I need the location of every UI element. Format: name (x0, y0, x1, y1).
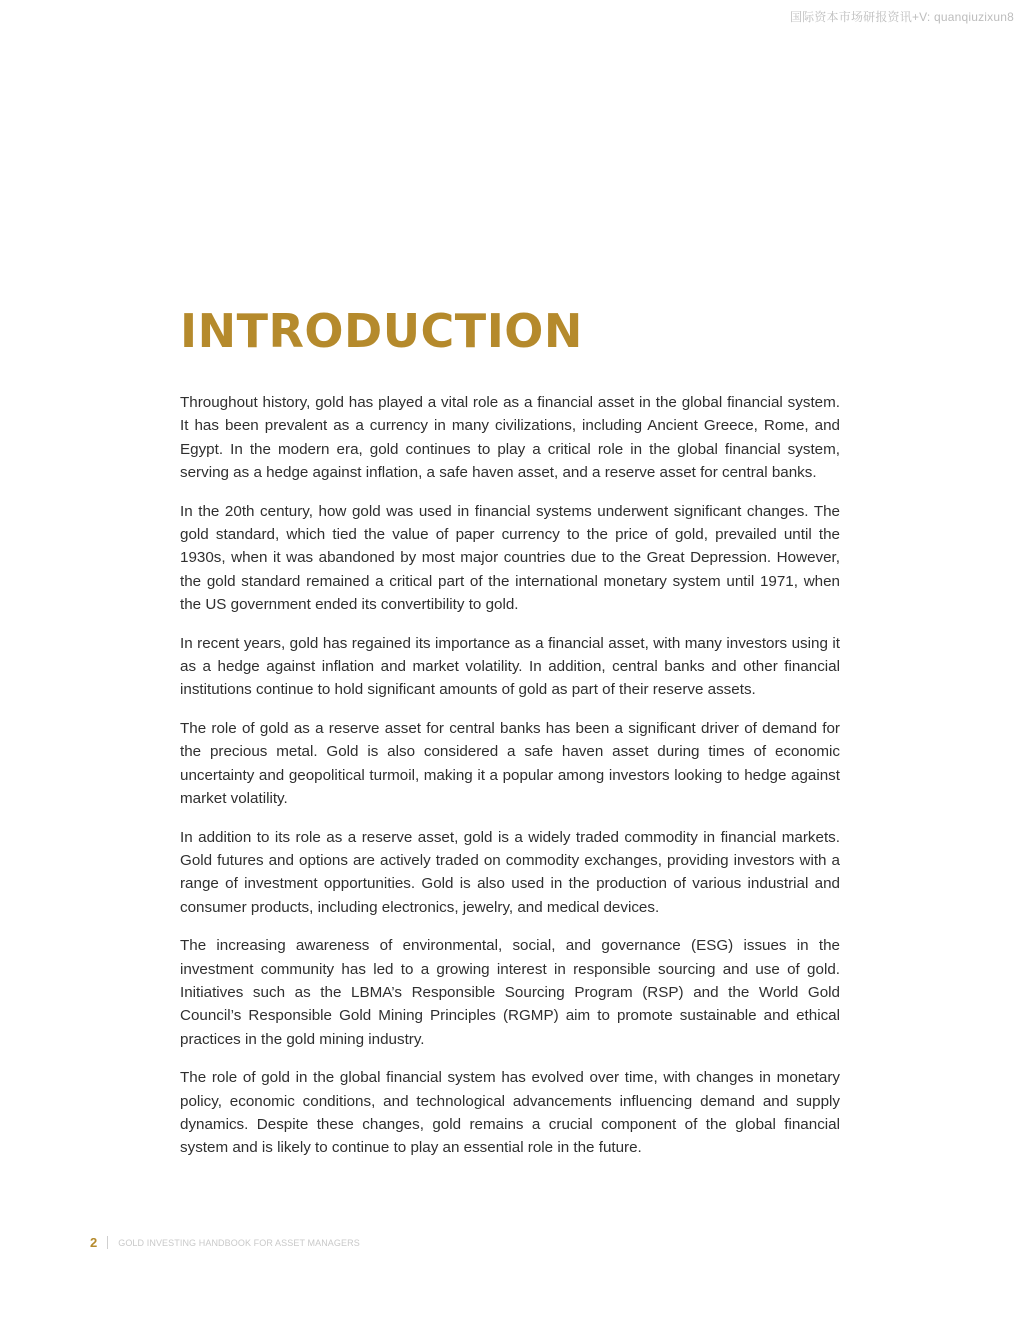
paragraph-6: The increasing awareness of environmental, social, and governance (ESG) issues in the investment community has led to a growing interest in responsible sourcing and use of gold. Initiatives such as the LBMA’s Responsible Sourcing Program (RSP) and the World Gold Council’s Responsible Gold Mining Principles (RGMP) aim to promote sustainable and ethical practices in the gold mining industry. (180, 937, 840, 1048)
paragraph-7: The role of gold in the global financial system has evolved over time, with changes in monetary policy, economic conditions, and technological advancements influencing demand and supply dynamics. Despite these changes, gold remains a crucial component of the global financial system and is likely to continue to play an essential role in the future. (180, 1069, 840, 1157)
page-title: INTRODUCTION (180, 304, 583, 358)
footer-title: GOLD INVESTING HANDBOOK FOR ASSET MANAGERS (118, 1237, 360, 1248)
paragraph-2: In the 20th century, how gold was used in financial systems underwent significant changes. The gold standard, which tied the value of paper currency to the price of gold, prevailed until the 1930s, when it was abandoned by most major countries due to the Great Depression. However, the gold standard remained a critical part of the international monetary system until 1971, when the US government ended its convertibility to gold. (180, 502, 840, 613)
paragraph-5: In addition to its role as a reserve asset, gold is a widely traded commodity in financial markets. Gold futures and options are actively traded on commodity exchanges, providing investors with a range of investment opportunities. Gold is also used in the production of various industrial and consumer products, including electronics, jewelry, and medical devices. (180, 828, 840, 916)
footer-divider (107, 1236, 108, 1249)
page-number: 2 (90, 1235, 98, 1250)
paragraph-3: In recent years, gold has regained its importance as a financial asset, with many investors using it as a hedge against inflation and market volatility. In addition, central banks and other financial institutions continue to hold significant amounts of gold as part of their reserve assets. (180, 634, 840, 699)
page-footer (90, 1235, 360, 1250)
paragraph-4: The role of gold as a reserve asset for central banks has been a significant driver of demand for the precious metal. Gold is also considered a safe haven asset during times of economic uncertainty and geopolitical turmoil, making it a popular among investors looking to hedge against market volatility. (180, 720, 840, 807)
body-text (180, 391, 840, 1175)
paragraph-1: Throughout history, gold has played a vital role as a financial asset in the global financial system. It has been prevalent as a currency in many civilizations, including Ancient Greece, Rome, and Egypt. In the modern era, gold continues to play a critical role in the global financial system, serving as a hedge against inflation, a safe haven asset, and a reserve asset for central banks. (180, 394, 840, 481)
watermark-text: 国际资本市场研报资讯+V: quanqiuzixun8 (789, 10, 1014, 24)
